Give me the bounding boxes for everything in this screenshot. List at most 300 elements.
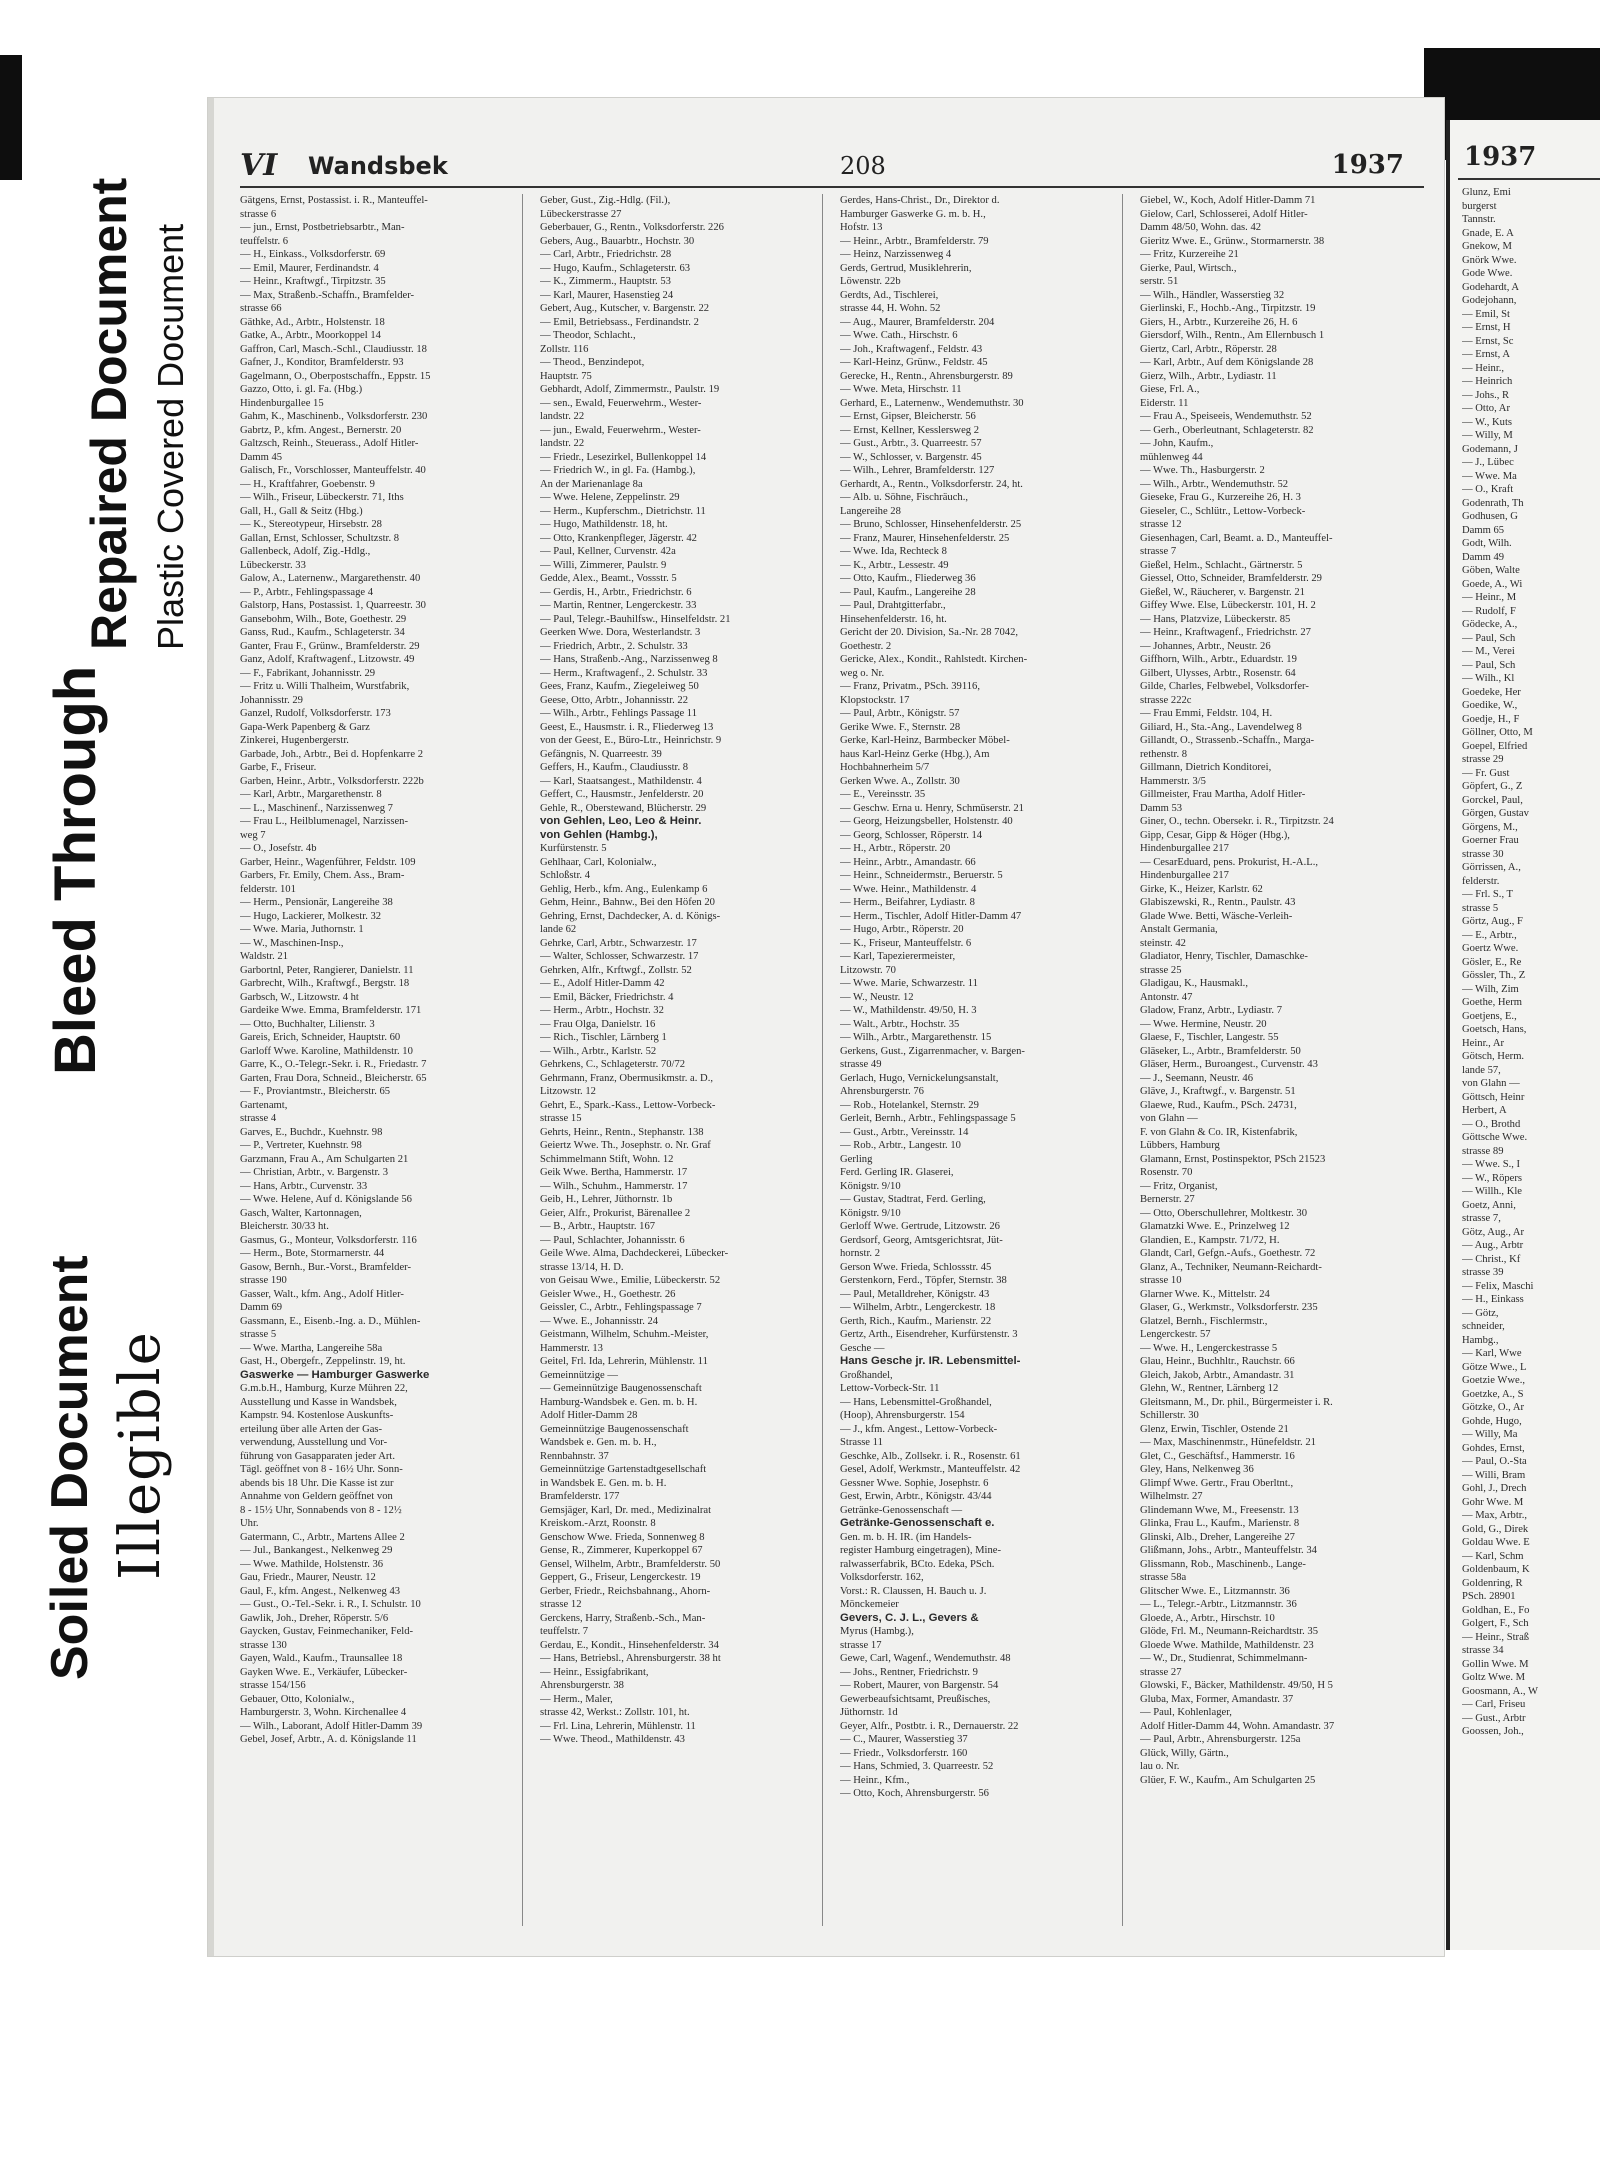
directory-entry: — K., Zimmerm., Hauptstr. 53 <box>540 276 671 287</box>
directory-entry: strasse 4 <box>240 1113 277 1124</box>
directory-entry: Gerling <box>840 1153 873 1165</box>
facing-page-entry: strasse 5 <box>1462 902 1499 914</box>
directory-entry: Garbsch, W., Litzowstr. 4 ht <box>240 991 359 1003</box>
directory-entry: Glarner Wwe. K., Mittelstr. 24 <box>1140 1288 1270 1300</box>
directory-entry: — Paul, Telegr.-Bauhilfsw., Hinselfeldstr. 21 <box>540 613 731 625</box>
directory-entry: — Walter, Schlosser, Schwarzestr. 17 <box>540 951 699 962</box>
year: 1937 <box>1331 150 1404 180</box>
directory-entry: strasse 222c <box>1140 694 1192 706</box>
facing-page-entry: strasse 34 <box>1462 1645 1504 1656</box>
directory-entry: — Otto, Koch, Ahrensburgerstr. 56 <box>840 1788 989 1799</box>
directory-entry: Lengerckestr. 57 <box>1140 1329 1211 1340</box>
directory-entry: Gladow, Franz, Arbtr., Lydiastr. 7 <box>1140 1005 1283 1016</box>
facing-page-entry: Goethe, Herm <box>1462 997 1523 1008</box>
directory-entry: rethenstr. 8 <box>1140 748 1188 760</box>
directory-entry: Gallenbeck, Adolf, Zig.-Hdlg., <box>240 546 371 557</box>
facing-page-entry: — Otto, Ar <box>1462 403 1510 414</box>
directory-entry: — Wwe. Hermine, Neustr. 20 <box>1140 1018 1267 1030</box>
facing-page-entry: Godehardt, A <box>1462 281 1520 293</box>
directory-entry: Gassmann, E., Eisenb.-Ing. a. D., Mühlen- <box>240 1315 421 1327</box>
directory-entry: strasse 10 <box>1140 1275 1182 1286</box>
directory-entry: — Ernst, Kellner, Kesslersweg 2 <box>840 424 980 436</box>
directory-entry: — Wwe. Mathilde, Holstenstr. 36 <box>240 1558 384 1570</box>
directory-entry: Bleicherstr. 30/33 ht. <box>240 1221 329 1232</box>
directory-entry: Eiderstr. 11 <box>1140 397 1189 409</box>
directory-entry: strasse 6 <box>240 208 277 220</box>
directory-entry: — Wwe. Meta, Hirschstr. 11 <box>840 384 962 395</box>
directory-entry: Hindenburgallee 217 <box>1140 870 1229 881</box>
facing-page-entry: Gösler, E., Re <box>1462 956 1522 968</box>
page-number: 208 <box>840 152 886 180</box>
directory-entry: Gericke, Alex., Kondit., Rahlstedt. Kirchen- <box>840 654 1028 665</box>
directory-entry: Giessel, Otto, Schneider, Bramfelderstr. 29 <box>1140 573 1322 584</box>
directory-entry: strasse 190 <box>240 1275 287 1286</box>
directory-entry: — Heinr., Arbtr., Bramfelderstr. 79 <box>840 235 989 247</box>
directory-entry: Hamburgerstr. 3, Wohn. Kirchenallee 4 <box>240 1707 407 1718</box>
directory-entry: Geberbauer, G., Rentn., Volksdorferstr. 226 <box>540 222 724 233</box>
directory-entry: — Gerdis, H., Arbtr., Friedrichstr. 6 <box>540 586 692 598</box>
facing-page-entry: Goerner Frau <box>1462 835 1519 846</box>
facing-page-entry: Gohdes, Ernst, <box>1462 1442 1525 1454</box>
directory-entry: Anstalt Germania, <box>1140 924 1218 935</box>
facing-page-year: 1937 <box>1464 142 1537 172</box>
facing-page-entry: — Ernst, H <box>1462 322 1511 333</box>
directory-entry: — K., Stereotypeur, Hirsebstr. 28 <box>240 519 382 530</box>
directory-entry: — H., Einkass., Volksdorferstr. 69 <box>240 249 386 260</box>
directory-entry: Glaser, G., Werkmstr., Volksdorferstr. 235 <box>1140 1302 1318 1313</box>
directory-entry: Adolf Hitler-Damm 44, Wohn. Amandastr. 37 <box>1140 1720 1335 1732</box>
directory-entry: Gewerbeaufsichtsamt, Preußisches, <box>840 1693 991 1705</box>
directory-entry: Galisch, Fr., Vorschlosser, Manteuffelstr. 40 <box>240 465 426 476</box>
directory-entry: Waldstr. 21 <box>240 951 288 962</box>
directory-entry: — W., Dr., Studienrat, Schimmelmann- <box>1140 1653 1308 1664</box>
directory-entry: Gesel, Adolf, Werkmstr., Manteuffelstr. 42 <box>840 1464 1021 1475</box>
directory-entry: Glitscher Wwe. E., Litzmannstr. 36 <box>1140 1585 1290 1597</box>
directory-entry: Gierke, Paul, Wirtsch., <box>1140 262 1237 274</box>
directory-entry: — K., Arbtr., Lessestr. 49 <box>840 559 949 571</box>
directory-entry: — Otto, Oberschullehrer, Moltkestr. 30 <box>1140 1207 1307 1219</box>
directory-entry: Giffey Wwe. Else, Lübeckerstr. 101, H. 2 <box>1140 600 1316 611</box>
directory-entry: Gerkens, Gust., Zigarrenmacher, v. Bargen- <box>840 1045 1025 1057</box>
directory-entry: Gillmeister, Frau Martha, Adolf Hitler- <box>1140 789 1306 800</box>
directory-entry: — Wilh., Friseur, Lübeckerstr. 71, Iths <box>240 492 404 503</box>
directory-entry: — Emil, Bäcker, Friedrichstr. 4 <box>540 991 674 1003</box>
directory-entry: — H., Kraftfahrer, Goebenstr. 9 <box>240 478 375 490</box>
facing-page-entry: Gorckel, Paul, <box>1462 794 1523 806</box>
facing-page-entry: — Heinr., Straß <box>1462 1631 1530 1643</box>
directory-entry: Glandien, E., Kampstr. 71/72, H. <box>1140 1234 1280 1246</box>
directory-entry: — Frau A., Speiseeis, Wendemuthstr. 52 <box>1140 411 1312 422</box>
directory-entry: Glaese, F., Tischler, Langestr. 55 <box>1140 1032 1279 1043</box>
directory-entry: Gehrts, Heinr., Rentn., Stephanstr. 138 <box>540 1126 704 1138</box>
facing-page-entry: Göllner, Otto, M <box>1462 727 1533 738</box>
directory-entry: — Heinr., Kfm., <box>840 1774 910 1786</box>
directory-entry: — Franz, Privatm., PSch. 39116, <box>840 681 980 692</box>
facing-page-entry: Görgen, Gustav <box>1462 808 1529 819</box>
facing-page-entry: von Glahn — <box>1462 1078 1520 1089</box>
directory-entry: — Frau L., Heilblumenagel, Narzissen- <box>240 816 408 827</box>
directory-entry: Gesche — <box>840 1342 885 1354</box>
directory-entry: — B., Arbtr., Hauptstr. 167 <box>540 1221 656 1232</box>
directory-entry: Garloff Wwe. Karoline, Mathildenstr. 10 <box>240 1045 413 1057</box>
facing-page-entry: — Ernst, A <box>1462 349 1510 360</box>
directory-entry: Gehrmann, Franz, Obermusikmstr. a. D., <box>540 1072 713 1084</box>
facing-page-entry: Gössler, Th., Z <box>1462 970 1526 981</box>
directory-entry: — Willi, Zimmerer, Paulstr. 9 <box>540 559 667 571</box>
place-name: Wandsbek <box>308 152 448 180</box>
directory-entry: Hammerstr. 3/5 <box>1140 775 1206 787</box>
facing-page-entry: Gohl, J., Drech <box>1462 1483 1527 1494</box>
facing-page-entry: — Ernst, Sc <box>1462 335 1514 347</box>
directory-entry: Strasse 11 <box>840 1437 883 1448</box>
directory-entry: Garbrecht, Wilh., Kraftwgf., Bergstr. 18 <box>240 978 410 989</box>
facing-page-entry: Goedeke, Her <box>1462 686 1521 698</box>
directory-entry: Bramfelderstr. 177 <box>540 1491 620 1502</box>
directory-entry: — Hans, Lebensmittel-Großhandel, <box>840 1396 992 1408</box>
directory-entry: strasse 5 <box>240 1329 277 1340</box>
directory-entry: Tägl. geöffnet von 8 - 16½ Uhr. Sonn- <box>240 1464 403 1475</box>
directory-entry: Garber, Heinr., Wagenführer, Feldstr. 109 <box>240 856 416 868</box>
directory-entry: — Paul, Kohlenlager, <box>1140 1707 1232 1718</box>
directory-entry: — Gustav, Stadtrat, Ferd. Gerling, <box>840 1194 986 1205</box>
facing-page-entry: Göpfert, G., Z <box>1462 781 1523 792</box>
directory-entry: Gilbert, Ulysses, Arbtr., Rosenstr. 64 <box>1140 667 1296 679</box>
directory-entry: Gehrt, E., Spark.-Kass., Lettow-Vorbeck- <box>540 1099 716 1111</box>
directory-entry: Bernerstr. 27 <box>1140 1194 1195 1205</box>
directory-entry: — Theod., Benzindepot, <box>540 357 645 368</box>
directory-entry: Glatzel, Bernh., Fischlermstr., <box>1140 1315 1268 1327</box>
directory-entry: strasse 13/14, H. D. <box>540 1261 624 1273</box>
directory-entry: Genschow Wwe. Frieda, Sonnenweg 8 <box>540 1531 705 1543</box>
directory-entry: Glowski, F., Bäcker, Mathildenstr. 49/50, H 5 <box>1140 1680 1333 1691</box>
directory-entry: Gemeinnützige Baugenossenschaft <box>540 1423 689 1435</box>
directory-entry: Gehrkens, C., Schlageterstr. 70/72 <box>540 1059 686 1070</box>
facing-page-entry: Herbert, A <box>1462 1105 1507 1116</box>
directory-entry: Hinsehenfelderstr. 16, ht. <box>840 613 947 625</box>
directory-entry: Gloede, A., Arbtr., Hirschstr. 10 <box>1140 1612 1275 1624</box>
directory-entry: Gericht der 20. Division, Sa.-Nr. 28 7042, <box>840 627 1019 638</box>
facing-page-entry: lande 57, <box>1462 1064 1501 1076</box>
directory-entry: Glau, Heinr., Buchhltr., Rauchstr. 66 <box>1140 1356 1295 1367</box>
directory-entry: — Paul, Arbtr., Ahrensburgerstr. 125a <box>1140 1734 1301 1745</box>
directory-entry: Gapa-Werk Papenberg & Garz <box>240 721 370 733</box>
column-divider <box>522 194 523 1926</box>
directory-entry: Gerdes, Hans-Christ., Dr., Direktor d. <box>840 195 1000 206</box>
directory-entry: — Heinr., Schneidermstr., Beruerstr. 5 <box>840 870 1003 881</box>
facing-page-entry: Goedje, H., F <box>1462 713 1520 725</box>
directory-entry: Hamburg-Wandsbek e. Gen. m. b. H. <box>540 1396 698 1408</box>
directory-entry: Galstorp, Hans, Postassist. 1, Quarreestr. 30 <box>240 600 426 611</box>
directory-entry: Glabiszewski, R., Rentn., Paulstr. 43 <box>1140 897 1296 908</box>
directory-entry: Glinka, Frau L., Kaufm., Marienstr. 8 <box>1140 1518 1300 1529</box>
facing-page-column <box>1462 186 1600 1920</box>
directory-entry: Ganter, Frau F., Grünw., Bramfelderstr. 29 <box>240 640 420 652</box>
directory-entry: lau o. Nr. <box>1140 1761 1180 1772</box>
facing-page-entry: Gohr Wwe. M <box>1462 1496 1524 1508</box>
directory-entry: — sen., Ewald, Feuerwehrm., Wester- <box>540 397 702 409</box>
directory-entry: — Friedrich, Arbtr., 2. Schulstr. 33 <box>540 640 688 652</box>
directory-entry: — Hans, Platzvize, Lübeckerstr. 85 <box>1140 613 1291 625</box>
facing-page-entry: Golgert, F., Sch <box>1462 1618 1529 1629</box>
directory-entry: Gieseke, Frau G., Kurzereihe 26, H. 3 <box>1140 492 1301 503</box>
directory-entry: Damm 48/50, Wohn. das. 42 <box>1140 222 1262 233</box>
directory-entry: Gerckens, Harry, Straßenb.-Sch., Man- <box>540 1612 706 1624</box>
directory-entry: Gessner Wwe. Sophie, Josephstr. 6 <box>840 1477 989 1489</box>
directory-entry: felderstr. 101 <box>240 883 296 895</box>
directory-entry: Gagelmann, O., Oberpostschaffn., Eppstr. 15 <box>240 370 431 382</box>
directory-entry: — Heinr., Kraftwagenf., Friedrichstr. 27 <box>1140 627 1311 638</box>
directory-entry: Giersdorf, Wilh., Rentn., Am Ellernbusch 1 <box>1140 330 1325 341</box>
directory-entry: Giers, H., Arbtr., Kurzereihe 26, H. 6 <box>1140 316 1298 328</box>
directory-entry: Giesenhagen, Carl, Beamt. a. D., Manteuffel- <box>1140 532 1333 544</box>
directory-entry: Hochbahnerheim 5/7 <box>840 762 930 773</box>
directory-entry: Gipp, Cesar, Gipp & Höger (Hbg.), <box>1140 829 1290 841</box>
directory-entry: Gebert, Aug., Kutscher, v. Bargenstr. 22 <box>540 303 710 314</box>
column-1 <box>240 194 498 1926</box>
directory-entry: Rosenstr. 70 <box>1140 1167 1193 1178</box>
facing-page-entry: Götsch, Herm. <box>1462 1051 1525 1062</box>
directory-entry: Hofstr. 13 <box>840 222 883 233</box>
directory-entry: Gast, H., Obergefr., Zeppelinstr. 19, ht. <box>240 1356 406 1367</box>
directory-entry: Gardeike Wwe. Emma, Bramfelderstr. 171 <box>240 1005 422 1016</box>
directory-entry: von Gehlen (Hambg.), <box>540 828 658 841</box>
directory-entry: — Hugo, Lackierer, Molkestr. 32 <box>240 910 382 922</box>
directory-entry: — CesarEduard, pens. Prokurist, H.-A.L., <box>1140 856 1319 868</box>
directory-entry: F. von Glahn & Co. IR, Kistenfabrik, <box>1140 1126 1298 1138</box>
directory-entry: Garzmann, Frau A., Am Schulgarten 21 <box>240 1153 409 1165</box>
facing-page-entry: Heinr., Ar <box>1462 1037 1505 1049</box>
directory-entry: von der Geest, E., Büro-Ltr., Heinrichstr. 9 <box>540 735 722 746</box>
facing-page-entry: Damm 49 <box>1462 551 1505 563</box>
facing-page-entry: Gnekow, M <box>1462 241 1512 252</box>
directory-entry: — J., Seemann, Neustr. 46 <box>1140 1072 1253 1084</box>
directory-entry: Zinkerei, Hugenbergerstr. <box>240 735 349 746</box>
facing-page-entry: Hambg., <box>1462 1334 1499 1346</box>
directory-entry: — Wwe. Helene, Auf d. Königslande 56 <box>240 1194 412 1205</box>
facing-page-entry: Görtz, Aug., F <box>1462 916 1523 927</box>
directory-entry: Hauptstr. 75 <box>540 370 592 382</box>
directory-entry: Getränke-Genossenschaft e. <box>840 1517 995 1529</box>
directory-entry: — Martin, Rentner, Lengerckestr. 33 <box>540 600 697 611</box>
directory-entry: Damm 69 <box>240 1302 283 1313</box>
directory-entry: — F., Fabrikant, Johannisstr. 29 <box>240 667 376 679</box>
directory-entry: 8 - 15½ Uhr, Sonnabends von 8 - 12½ <box>240 1504 402 1516</box>
facing-page-entry: Goetz, Anni, <box>1462 1199 1516 1211</box>
directory-entry: Gerken Wwe. A., Zollstr. 30 <box>840 775 960 787</box>
facing-page-entry: Goltz Wwe. M <box>1462 1672 1526 1683</box>
directory-entry: Gazzo, Otto, i. gl. Fa. (Hbg.) <box>240 384 363 395</box>
directory-entry: Geber, Gust., Zig.-Hdlg. (Fil.), <box>540 195 671 206</box>
directory-entry: Myrus (Hambg.), <box>840 1626 914 1637</box>
directory-entry: Gaswerke — Hamburger Gaswerke <box>240 1368 430 1381</box>
directory-entry: — Max, Maschinenmstr., Hünefeldstr. 21 <box>1140 1437 1316 1448</box>
directory-entry: — E., Vereinsstr. 35 <box>840 789 926 800</box>
directory-entry: Glück, Willy, Gärtn., <box>1140 1747 1229 1759</box>
facing-page-entry: Gödecke, A., <box>1462 619 1518 630</box>
directory-entry: Wandsbek e. Gen. m. b. H., <box>540 1437 657 1448</box>
directory-entry: — Paul, Kellner, Curvenstr. 42a <box>540 546 676 557</box>
directory-entry: Gehle, R., Oberstewand, Blücherstr. 29 <box>540 802 707 814</box>
directory-entry: — Jul., Bankangest., Nelkenweg 29 <box>240 1545 393 1556</box>
directory-entry: Giffhorn, Wilh., Arbtr., Eduardstr. 19 <box>1140 654 1297 665</box>
directory-entry: weg 7 <box>240 829 266 841</box>
directory-entry: teuffelstr. 6 <box>240 235 289 247</box>
facing-page-entry: — Wwe. S., I <box>1462 1159 1521 1170</box>
directory-entry: Gatke, A., Arbtr., Moorkoppel 14 <box>240 330 381 341</box>
scan-edge-strip-left <box>0 55 22 180</box>
directory-entry: Geik Wwe. Bertha, Hammerstr. 17 <box>540 1167 688 1178</box>
facing-page-entry: Göttsch, Heinr <box>1462 1091 1525 1103</box>
directory-entry: Gehlig, Herb., kfm. Ang., Eulenkamp 6 <box>540 883 708 895</box>
facing-page-entry: Goepel, Elfried <box>1462 740 1528 752</box>
directory-entry: — Geschw. Erna u. Henry, Schmüserstr. 21 <box>840 802 1024 814</box>
directory-entry: Gemsjäger, Karl, Dr. med., Medizinalrat <box>540 1504 712 1516</box>
repaired-document-stamp: Repaired Document <box>81 177 137 650</box>
directory-entry: — Max, Straßenb.-Schaffn., Bramfelder- <box>240 289 415 301</box>
facing-page-entry: — Wilh., Kl <box>1462 673 1515 684</box>
directory-entry: Gierz, Wilh., Arbtr., Lydiastr. 11 <box>1140 370 1277 382</box>
directory-entry: ralwasserfabrik, BCto. Edeka, PSch. <box>840 1558 995 1570</box>
facing-page-entry: Godemann, J <box>1462 443 1518 455</box>
directory-entry: — Paul, Schlachter, Johannisstr. 6 <box>540 1234 685 1246</box>
facing-page-entry: — Carl, Friseu <box>1462 1699 1526 1710</box>
facing-page-entry: — Wilh, Zim <box>1462 983 1519 995</box>
directory-entry: Glanz, A., Techniker, Neumann-Reichardt- <box>1140 1261 1322 1273</box>
directory-entry: Damm 45 <box>240 451 283 463</box>
directory-entry: — Wwe. Cath., Hirschstr. 6 <box>840 330 958 341</box>
directory-entry: strasse 12 <box>540 1599 582 1610</box>
directory-entry: Geest, E., Hausmstr. i. R., Fliederweg 13 <box>540 721 714 733</box>
directory-entry: Gartenamt, <box>240 1099 288 1111</box>
directory-entry: strasse 154/156 <box>240 1680 306 1691</box>
directory-entry: strasse 15 <box>540 1113 582 1124</box>
directory-entry: Geistmann, Wilhelm, Schuhm.-Meister, <box>540 1329 709 1340</box>
directory-entry: strasse 66 <box>240 303 282 314</box>
directory-entry: strasse 7 <box>1140 546 1177 557</box>
directory-entry: — Fritz, Kurzereihe 21 <box>1140 249 1239 260</box>
directory-entry: Geerken Wwe. Dora, Westerlandstr. 3 <box>540 627 701 638</box>
directory-entry: Geisler Wwe., H., Goethestr. 26 <box>540 1288 676 1300</box>
directory-entry: — P., Vertreter, Kuehnstr. 98 <box>240 1140 362 1151</box>
directory-entry: Garbe, F., Friseur. <box>240 762 317 773</box>
directory-entry: Gau, Friedr., Maurer, Neustr. 12 <box>240 1572 376 1583</box>
directory-entry: Volksdorferstr. 162, <box>840 1572 924 1583</box>
directory-entry: — Wilh., Lehrer, Bramfelderstr. 127 <box>840 465 995 476</box>
directory-entry: Gillmann, Dietrich Konditorei, <box>1140 762 1272 773</box>
directory-entry: Ferd. Gerling IR. Glaserei, <box>840 1167 954 1178</box>
directory-entry: Hindenburgallee 217 <box>1140 843 1229 854</box>
directory-entry: Glindemann Wwe, M., Freesenstr. 13 <box>1140 1504 1299 1516</box>
facing-page-entry: — Willy, Ma <box>1462 1429 1518 1440</box>
directory-entry: — Rich., Tischler, Lärnberg 1 <box>540 1032 667 1043</box>
facing-page-entry: Götzke, O., Ar <box>1462 1402 1525 1413</box>
directory-entry: Gaycken, Gustav, Feinmechaniker, Feld- <box>240 1626 414 1637</box>
directory-entry: Litzowstr. 12 <box>540 1086 596 1097</box>
directory-entry: Rennbahnstr. 37 <box>540 1450 609 1462</box>
directory-entry: Jüthornstr. 1d <box>840 1707 898 1718</box>
directory-entry: Glinski, Alb., Dreher, Langereihe 27 <box>1140 1531 1295 1543</box>
facing-page-entry: — E., Arbtr., <box>1462 929 1517 941</box>
directory-entry: — Wwe. Martha, Langereihe 58a <box>240 1342 383 1354</box>
directory-entry: Gielow, Carl, Schlosserei, Adolf Hitler- <box>1140 208 1308 220</box>
facing-page-entry: strasse 7, <box>1462 1213 1501 1224</box>
facing-page-entry: — M., Verei <box>1462 646 1515 657</box>
directory-entry: — Frau Emmi, Feldstr. 104, H. <box>1140 708 1273 719</box>
directory-entry: Litzowstr. 70 <box>840 964 896 976</box>
directory-entry: Gießel, W., Räucherer, v. Bargenstr. 21 <box>1140 586 1305 598</box>
directory-entry: Glandt, Carl, Gefgn.-Aufs., Goethestr. 72 <box>1140 1248 1316 1259</box>
directory-entry: Gewe, Carl, Wagenf., Wendemuthstr. 48 <box>840 1653 1011 1664</box>
directory-entry: strasse 17 <box>840 1639 882 1651</box>
directory-entry: — Paul, Arbtr., Königstr. 57 <box>840 708 960 719</box>
directory-entry: Gierlinski, F., Hochb.-Ang., Tirpitzstr. 19 <box>1140 303 1316 314</box>
facing-page-entry: Tannstr. <box>1462 214 1496 225</box>
facing-page-entry: — Heinrich <box>1462 376 1513 387</box>
directory-entry: — W., Neustr. 12 <box>840 991 914 1003</box>
directory-entry: Kurfürstenstr. 5 <box>540 843 607 854</box>
directory-entry: Geffers, H., Kaufm., Claudiusstr. 8 <box>540 762 689 773</box>
directory-entry: Langereihe 28 <box>840 505 901 517</box>
directory-entry: Gerke, Karl-Heinz, Barmbecker Möbel- <box>840 735 1010 746</box>
directory-entry: — Karl, Arbtr., Auf dem Königslande 28 <box>1140 357 1314 368</box>
directory-entry: — Alb. u. Söhne, Fischräuch., <box>840 492 968 503</box>
directory-entry: strasse 58a <box>1140 1572 1187 1583</box>
directory-entry: Zollstr. 116 <box>540 343 589 355</box>
facing-page-entry: Goosmann, A., W <box>1462 1685 1539 1697</box>
directory-entry: — Frau Olga, Danielstr. 16 <box>540 1018 656 1030</box>
facing-page-entry: — Götz, <box>1462 1307 1499 1319</box>
directory-entry: Lettow-Vorbeck-Str. 11 <box>840 1383 940 1394</box>
directory-entry: Gerdau, E., Kondit., Hinsehenfelderstr. 34 <box>540 1639 719 1651</box>
directory-entry: Gasser, Walt., kfm. Ang., Adolf Hitler- <box>240 1288 404 1300</box>
directory-entry: Ahrensburgerstr. 38 <box>540 1680 624 1691</box>
directory-entry: Gall, H., Gall & Seitz (Hbg.) <box>240 505 363 517</box>
directory-entry: Gasmus, G., Monteur, Volksdorferstr. 116 <box>240 1234 417 1246</box>
directory-entry: mühlenweg 44 <box>1140 451 1203 463</box>
column-4 <box>1140 194 1398 1926</box>
directory-entry: Goethestr. 2 <box>840 640 892 652</box>
facing-page-entry: Görgens, M., <box>1462 821 1518 833</box>
directory-entry: — Hans, Schmied, 3. Quarreestr. 52 <box>840 1761 994 1772</box>
directory-entry: Gertz, Arth., Eisendreher, Kurfürstenstr. 3 <box>840 1329 1018 1340</box>
directory-entry: — Wwe. Maria, Juthornstr. 1 <box>240 924 364 935</box>
directory-entry: Gafner, J., Konditor, Bramfelderstr. 93 <box>240 357 404 368</box>
directory-entry: Gerber, Friedr., Reichsbahnang., Ahorn- <box>540 1585 711 1597</box>
directory-entry: — Wwe. Theod., Mathildenstr. 43 <box>540 1734 685 1745</box>
directory-entry: Gerth, Rich., Kaufm., Marienstr. 22 <box>840 1315 992 1327</box>
directory-entry: Giner, O., techn. Obersekr. i. R., Tirpitzstr. 24 <box>1140 816 1334 827</box>
directory-entry: An der Marienanlage 8a <box>540 478 643 490</box>
directory-entry: Geissler, C., Arbtr., Fehlingspassage 7 <box>540 1302 702 1313</box>
directory-entry: — Herm., Tischler, Adolf Hitler-Damm 47 <box>840 910 1022 922</box>
illegible-stamp: Illegible <box>108 1330 173 1580</box>
directory-entry: — E., Adolf Hitler-Damm 42 <box>540 978 665 989</box>
directory-entry: Giebel, W., Koch, Adolf Hitler-Damm 71 <box>1140 195 1316 206</box>
directory-entry: — F., Proviantmstr., Bleicherstr. 65 <box>240 1086 391 1097</box>
directory-entry: Glenz, Erwin, Tischler, Ostende 21 <box>1140 1423 1289 1435</box>
facing-page-entry: — O., Brothd <box>1462 1118 1521 1130</box>
directory-entry: — Friedrich W., in gl. Fa. (Hambg.), <box>540 465 696 476</box>
facing-page-entry: strasse 39 <box>1462 1267 1504 1278</box>
directory-entry: Ganss, Rud., Kaufm., Schlageterstr. 34 <box>240 627 405 638</box>
directory-entry: Gley, Hans, Nelkenweg 36 <box>1140 1464 1254 1475</box>
directory-page <box>208 98 1444 1956</box>
directory-entry: — Joh., Kraftwagenf., Feldstr. 43 <box>840 343 983 355</box>
directory-entry: — Karl, Staatsangest., Mathildenstr. 4 <box>540 775 702 787</box>
directory-entry: — Carl, Arbtr., Friedrichstr. 28 <box>540 249 672 260</box>
directory-entry: — Karl, Arbtr., Margarethenstr. 8 <box>240 789 382 800</box>
directory-entry: — Rob., Hotelankel, Sternstr. 29 <box>840 1099 979 1111</box>
